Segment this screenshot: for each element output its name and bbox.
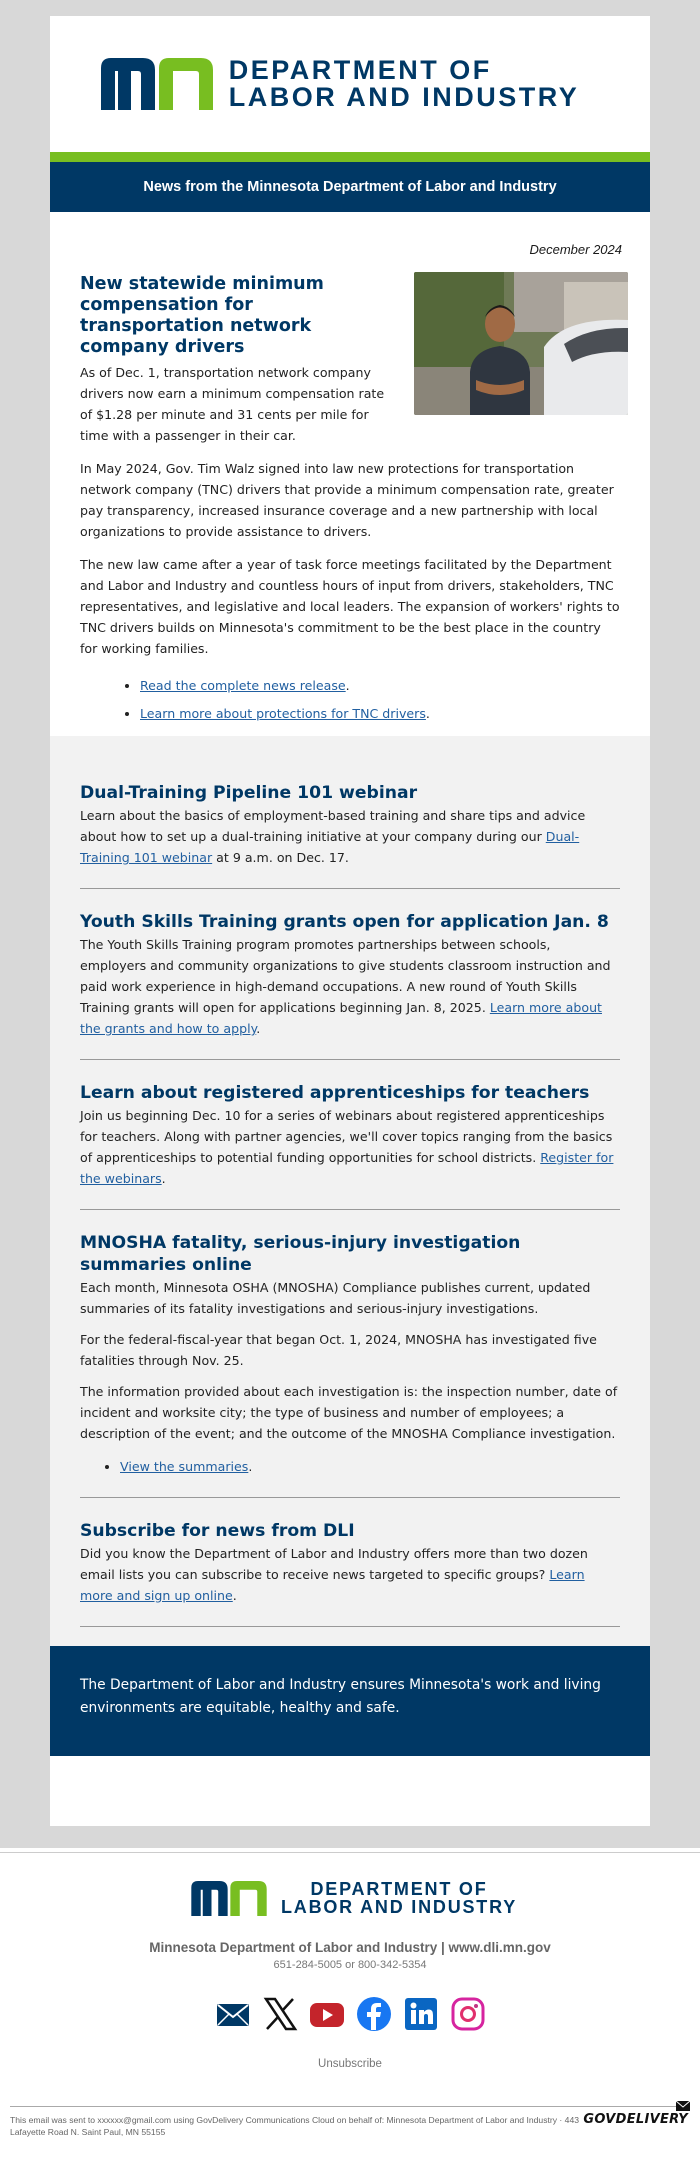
footer-logo[interactable]	[8, 1880, 700, 1916]
story-text: The Youth Skills Training program promotes partnerships between schools, employers and community organizations to give students classroom instruction and paid work experience in high-demand occupations. A new round of Youth Skills Training grants will open for applications beginning Jan. 8, 2025. Learn more about the grants and how to apply.	[80, 937, 611, 1036]
lead-section	[50, 212, 650, 736]
news-release-link[interactable]: Read the complete news release	[140, 678, 346, 693]
youth-grants-link[interactable]: Learn more about the grants and how to apply	[80, 1000, 602, 1036]
story-title: Learn about registered apprenticeships for teachers	[80, 1083, 590, 1103]
story-text: Each month, Minnesota OSHA (MNOSHA) Compliance publishes current, updated summaries of its fatality investigations and serious-injury investigations.	[80, 1280, 591, 1316]
story-subscribe	[80, 1520, 620, 1627]
lead-paragraph-3: The new law came after a year of task force meetings facilitated by the Department and Labor and Industry and countless hours of input from drivers, stakeholders, TNC representatives, and legislative and local leaders. The expansion of workers' rights to TNC drivers builds on Minnesota's commitment to be the best place in the country for working families.	[80, 557, 620, 656]
mission-statement: The Department of Labor and Industry ensures Minnesota's work and living environments are equitable, healthy and safe.	[50, 1646, 650, 1756]
legal-divider	[10, 2106, 690, 2107]
legal-text: This email was sent to xxxxxx@gmail.com using GovDelivery Communications Cloud on behalf of: Minnesota Department of Labor and Industry · 443 Lafayette Road N. Saint Paul, MN 55155	[10, 2115, 580, 2137]
youtube-icon[interactable]	[308, 1995, 345, 2032]
dual-training-webinar-link[interactable]: Dual-Training 101 webinar	[80, 829, 580, 865]
lead-headline: New statewide minimum compensation for transportation network company drivers	[80, 274, 324, 357]
footer-divider	[0, 1852, 700, 1853]
news-section	[50, 736, 650, 1646]
footer-phone: 651-284-5005 or 800-342-5354	[273, 1959, 427, 1971]
list-item: • Read the complete news release.	[140, 675, 620, 696]
lead-paragraph-2: In May 2024, Gov. Tim Walz signed into law new protections for transportation network company (TNC) drivers that provide a minimum compensation rate, greater pay transparency, increased insurance coverage and a new partnership with local organizations to provide assistance to drivers.	[80, 461, 614, 539]
story-text: The information provided about each investigation is: the inspection number, date of incident and worksite city; the type of business and number of employees; a description of the event; and the outcome of the MNOSHA Compliance investigation.	[80, 1384, 618, 1441]
story-teacher-apprenticeships	[80, 1082, 620, 1210]
list-item: • Learn more about protections for TNC drivers.	[140, 703, 620, 724]
story-title: MNOSHA fatality, serious-injury investigation summaries online	[80, 1233, 521, 1275]
govdelivery-logo[interactable]: GOVDELIVERY	[583, 2112, 688, 2127]
unsubscribe-link[interactable]: Unsubscribe	[318, 2058, 382, 2070]
view-summaries-link[interactable]: View the summaries	[120, 1459, 249, 1474]
issue-date: December 2024	[529, 242, 622, 257]
green-accent-bar	[50, 152, 650, 162]
story-title: Dual-Training Pipeline 101 webinar	[80, 783, 418, 803]
story-youth-skills	[80, 911, 620, 1060]
sign-up-link[interactable]: Learn more and sign up online	[80, 1567, 585, 1603]
lead-intro: As of Dec. 1, transportation network company drivers now earn a minimum compensation rate of $1.28 per minute and 31 cents per mile for time with a passenger in their car.	[80, 365, 385, 443]
story-text: Join us beginning Dec. 10 for a series of webinars about registered apprenticeships for teachers. Along with partner agencies, we'll cover topics ranging from the basics of apprenticeships to potential funding opportunities for school districts. Register for the webinars.	[80, 1108, 614, 1186]
facebook-icon[interactable]	[355, 1995, 392, 2032]
email-icon[interactable]	[214, 1995, 251, 2032]
x-icon[interactable]	[261, 1995, 298, 2032]
footer-org-line[interactable]: Minnesota Department of Labor and Industry | www.dli.mn.gov	[149, 1940, 551, 1955]
lead-links	[80, 675, 620, 724]
header-logo[interactable]	[50, 16, 650, 152]
mn-logo-mark	[101, 58, 213, 110]
tnc-protections-link[interactable]: Learn more about protections for TNC drivers	[140, 706, 426, 721]
register-webinars-link[interactable]: Register for the webinars	[80, 1150, 614, 1186]
envelope-icon	[676, 2100, 690, 2112]
social-links	[0, 1995, 700, 2032]
story-webinar	[80, 782, 620, 889]
story-text: Did you know the Department of Labor and Industry offers more than two dozen email lists you can subscribe to receive news targeted to specific groups? Learn more and sign up online.	[80, 1546, 588, 1603]
list-item: • View the summaries.	[120, 1456, 620, 1477]
story-mnosha	[80, 1232, 620, 1498]
instagram-icon[interactable]	[449, 1995, 486, 2032]
story-title: Subscribe for news from DLI	[80, 1521, 355, 1541]
logo-wordmark: DEPARTMENT OF LABOR AND INDUSTRY	[280, 1879, 518, 1917]
footer	[0, 1848, 700, 2164]
mn-logo-mark	[191, 1881, 267, 1916]
story-title: Youth Skills Training grants open for application Jan. 8	[80, 912, 609, 932]
linkedin-icon[interactable]	[402, 1995, 439, 2032]
email-card	[50, 16, 650, 1826]
logo-wordmark: DEPARTMENT OF LABOR AND INDUSTRY	[228, 55, 580, 112]
driver-photo[interactable]	[414, 272, 628, 415]
story-text: Learn about the basics of employment-based training and share tips and advice about how to set up a dual-training initiative at your company during our Dual-Training 101 webinar at 9 a.m. on Dec. 17.	[80, 808, 586, 865]
story-text: For the federal-fiscal-year that began Oct. 1, 2024, MNOSHA has investigated five fatalities through Nov. 25.	[80, 1332, 597, 1368]
header-band: News from the Minnesota Department of Labor and Industry	[50, 162, 650, 212]
